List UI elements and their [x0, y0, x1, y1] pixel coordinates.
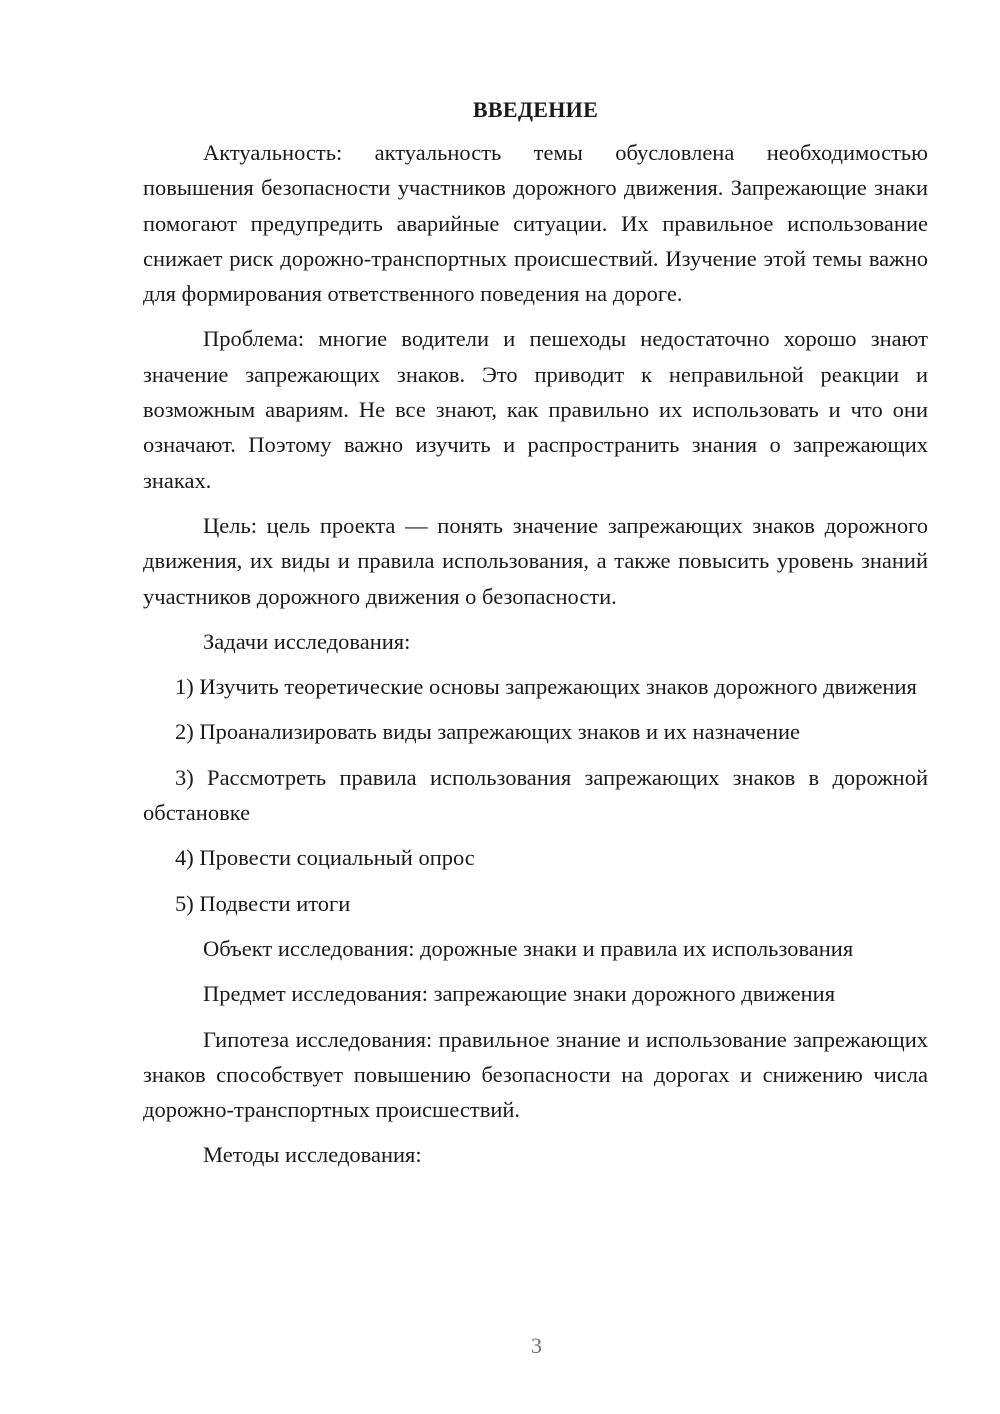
paragraph-methods: Методы исследования:: [203, 1142, 422, 1168]
task-item-5: 5) Подвести итоги: [175, 890, 351, 916]
task-item-3: 3) Рассмотреть правила использования запрежающих знаков в дорожной обстановке: [143, 764, 928, 826]
paragraph-problem: Проблема: многие водители и пешеходы недостаточно хорошо знают значение запрежающих знаков. Это приводит к неправильной реакции и возможным авариям. Не все знают, как правильно их использовать и что они означают. Поэтому важно изучить и распространить знания о запрежающих знаках.: [143, 326, 928, 493]
paragraph-goal: Цель: цель проекта — понять значение запрежающих знаков дорожного движения, их виды и правила использования, а также повысить уровень знаний участников дорожного движения о безопасности.: [143, 512, 928, 609]
paragraph-tasks-heading: Задачи исследования:: [203, 628, 411, 654]
document-page: [143, 92, 928, 1183]
document-title: ВВЕДЕНИЕ: [472, 97, 599, 122]
task-item-1: 1) Изучить теоретические основы запрежающих знаков дорожного движения: [175, 674, 917, 700]
page-number: 3: [531, 1333, 542, 1358]
paragraph-hypothesis: Гипотеза исследования: правильное знание и использование запрежающих знаков способствует повышению безопасности на дорогах и снижению числа дорожно-транспортных происшествий.: [143, 1026, 928, 1123]
paragraph-object: Объект исследования: дорожные знаки и правила их использования: [203, 935, 854, 961]
paragraph-subject: Предмет исследования: запрежающие знаки дорожного движения: [203, 981, 836, 1007]
task-item-2: 2) Проанализировать виды запрежающих знаков и их назначение: [175, 719, 800, 745]
task-item-4: 4) Провести социальный опрос: [175, 845, 475, 871]
paragraph-relevance: Актуальность: актуальность темы обусловлена необходимостью повышения безопасности участников дорожного движения. Запрежающие знаки помогают предупредить аварийные ситуации. Их правильное использование снижает риск дорожно-транспортных происшествий. Изучение этой темы важно для формирования ответственного поведения на дороге.: [143, 140, 928, 307]
